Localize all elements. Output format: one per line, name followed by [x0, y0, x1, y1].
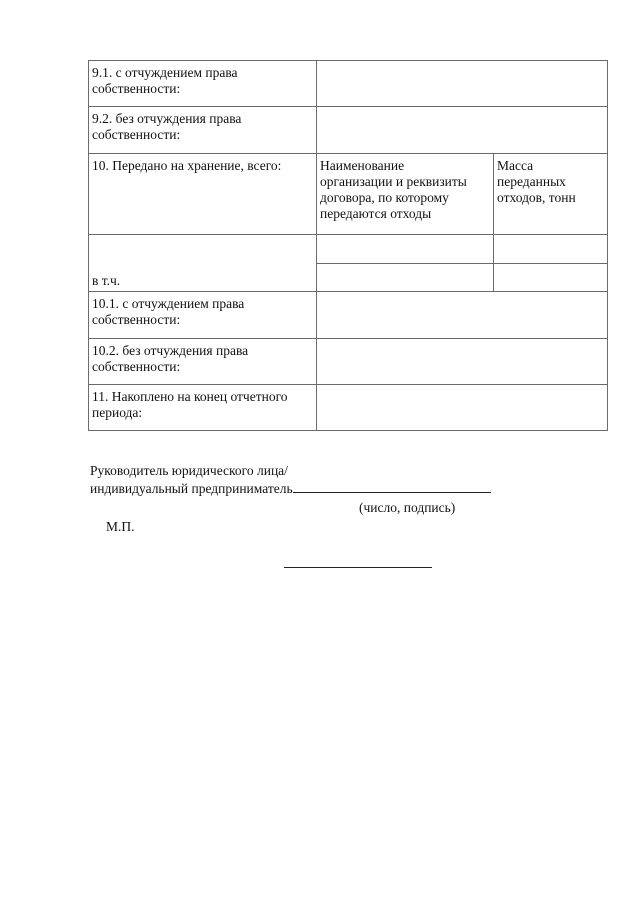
row-10-2-label: 10.2. без отчуждения права собственности: — [89, 339, 317, 385]
row-10-sub-label: в т.ч. — [89, 235, 317, 292]
row-9-1-value-cell[interactable] — [317, 61, 608, 107]
table-row-10-sub-1 — [89, 235, 608, 264]
org-cell-2[interactable] — [317, 264, 494, 292]
table-row-9-1 — [89, 61, 608, 107]
col-mass-header: Масса переданных отходов, тонн — [494, 154, 608, 235]
table-row-10-2 — [89, 339, 608, 385]
row-10-1-label: 10.1. с отчуждением права собственности: — [89, 292, 317, 339]
signature-caption: (число, подпись) — [359, 500, 456, 515]
row-11-value-cell[interactable] — [317, 385, 608, 431]
waste-report-table — [88, 60, 608, 431]
row-9-2-value-cell[interactable] — [317, 107, 608, 154]
col-org-header: Наименование организации и реквизиты договора, по которому передаются отходы — [317, 154, 494, 235]
signature-title-line1: Руководитель юридического лица/ — [90, 463, 288, 478]
mass-cell-1[interactable] — [494, 235, 608, 264]
signature-title-line2 — [90, 479, 491, 497]
org-cell-1[interactable] — [317, 235, 494, 264]
stamp-placeholder: М.П. — [106, 519, 135, 534]
table-row-11 — [89, 385, 608, 431]
table-row-9-2 — [89, 107, 608, 154]
row-9-2-label: 9.2. без отчуждения права собственности: — [89, 107, 317, 154]
signature-line[interactable] — [293, 479, 491, 493]
row-9-1-label: 9.1. с отчуждением права собственности: — [89, 61, 317, 107]
date-line[interactable] — [284, 556, 432, 568]
signature-block — [90, 463, 491, 497]
row-10-1-value-cell[interactable] — [317, 292, 608, 339]
row-10-label: 10. Передано на хранение, всего: — [89, 154, 317, 235]
row-11-label: 11. Накоплено на конец отчетного периода: — [89, 385, 317, 431]
signature-title-text: индивидуальный предприниматель — [90, 481, 293, 496]
mass-cell-2[interactable] — [494, 264, 608, 292]
row-10-2-value-cell[interactable] — [317, 339, 608, 385]
table-row-10 — [89, 154, 608, 235]
table-row-10-1 — [89, 292, 608, 339]
